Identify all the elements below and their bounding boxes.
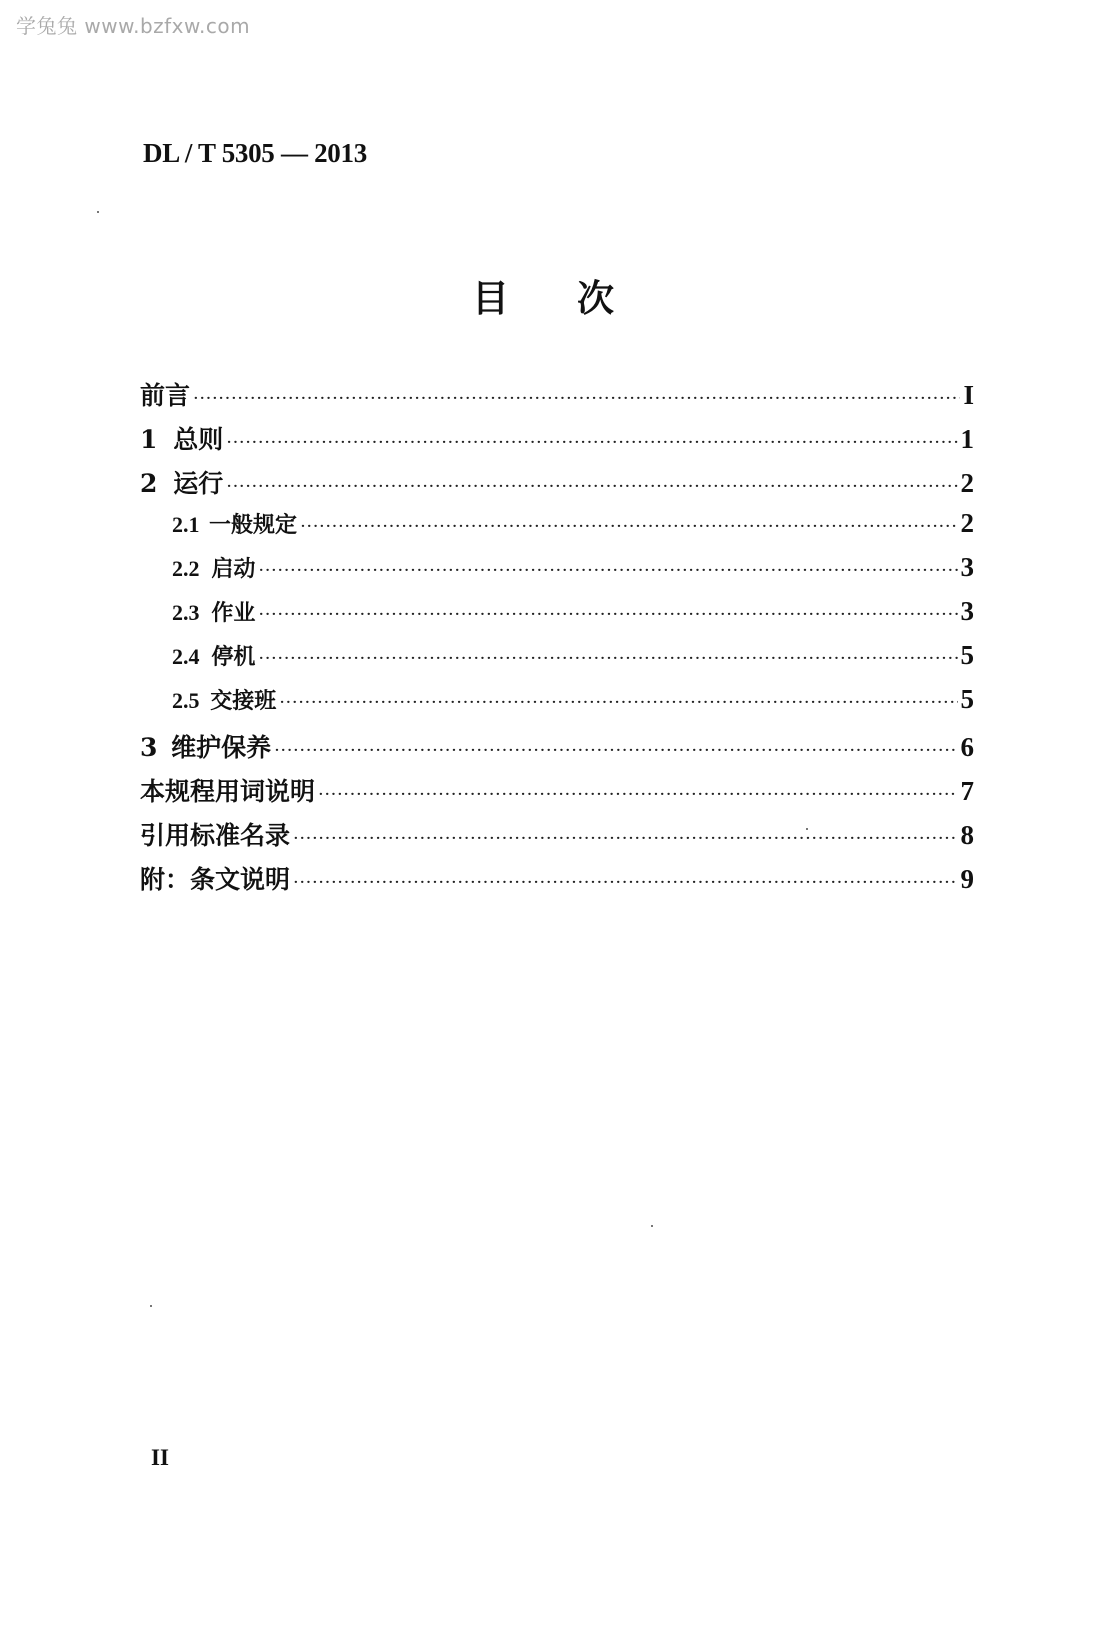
toc-entry-number: 2	[140, 469, 158, 498]
toc-entry-2-4[interactable]	[140, 640, 974, 684]
toc-entry-explanation[interactable]	[140, 860, 974, 904]
toc-entry-page: 8	[960, 820, 974, 850]
toc-entry-page: 2	[960, 468, 974, 498]
toc-dot-leader	[226, 476, 957, 497]
toc-entry-label: 前言	[140, 381, 191, 410]
toc-entry-1[interactable]	[140, 420, 974, 464]
toc-entry-label: 启动	[211, 556, 256, 582]
toc-dot-leader	[193, 388, 960, 409]
toc-entry-foreword[interactable]	[140, 376, 974, 420]
toc-entry-2-2[interactable]	[140, 552, 974, 596]
toc-entry-2[interactable]	[140, 464, 974, 508]
toc-entry-3[interactable]	[140, 728, 974, 772]
toc-entry-2-5[interactable]	[140, 684, 974, 728]
toc-dot-leader	[258, 604, 957, 625]
toc-entry-page: 2	[960, 508, 974, 538]
toc-entry-page: 9	[960, 864, 974, 894]
toc-entry-number: 2.4	[172, 644, 200, 669]
toc-dot-leader	[258, 560, 957, 581]
toc-entry-number: 2.3	[172, 600, 200, 625]
toc-dot-leader	[293, 828, 957, 849]
toc-entry-label: 一般规定	[209, 512, 298, 538]
toc-entry-label: 本规程用词说明	[140, 777, 316, 806]
toc-entry-2-1[interactable]	[140, 508, 974, 552]
toc-entry-number: 3	[140, 733, 158, 762]
toc-title: 目次	[472, 276, 682, 320]
page-number: II	[151, 1445, 169, 1470]
toc-dot-leader	[274, 740, 957, 761]
toc-entry-page: 1	[960, 424, 974, 454]
toc-entry-page: 7	[960, 776, 974, 806]
scan-speck	[651, 1225, 653, 1227]
toc-entry-label: 总则	[173, 425, 224, 454]
standard-code: DL / T 5305 — 2013	[143, 138, 367, 168]
scan-speck	[150, 1305, 152, 1307]
toc-entry-label: 附：条文说明	[140, 865, 291, 894]
toc-entry-label: 交接班	[210, 688, 277, 714]
toc-entry-terms[interactable]	[140, 772, 974, 816]
toc-entry-label: 维护保养	[171, 733, 272, 762]
toc-entry-2-3[interactable]	[140, 596, 974, 640]
toc-entry-number: 2.2	[172, 556, 200, 581]
toc-entry-number: 2.5	[172, 688, 200, 713]
toc-entry-label: 停机	[211, 644, 256, 670]
toc-entry-references[interactable]	[140, 816, 974, 860]
toc-entry-page: 5	[960, 684, 974, 714]
toc-entry-label: 引用标准名录	[140, 821, 291, 850]
toc-dot-leader	[258, 648, 957, 669]
table-of-contents	[140, 376, 974, 904]
toc-dot-leader	[318, 784, 957, 805]
toc-entry-label: 运行	[173, 469, 224, 498]
toc-entry-page: 5	[960, 640, 974, 670]
toc-entry-page: 3	[960, 552, 974, 582]
toc-dot-leader	[226, 432, 957, 453]
watermark: 学兔兔 www.bzfxw.com	[16, 14, 251, 38]
toc-entry-page: 6	[960, 732, 974, 762]
scan-speck	[97, 211, 99, 213]
toc-entry-page: 3	[960, 596, 974, 626]
toc-entry-number: 2.1	[172, 512, 200, 537]
toc-dot-leader	[279, 692, 957, 713]
toc-entry-label: 作业	[211, 600, 256, 626]
toc-dot-leader	[293, 872, 957, 893]
toc-entry-page: I	[963, 380, 974, 410]
scan-speck	[806, 828, 808, 830]
toc-entry-number: 1	[140, 425, 158, 454]
toc-dot-leader	[300, 516, 957, 537]
